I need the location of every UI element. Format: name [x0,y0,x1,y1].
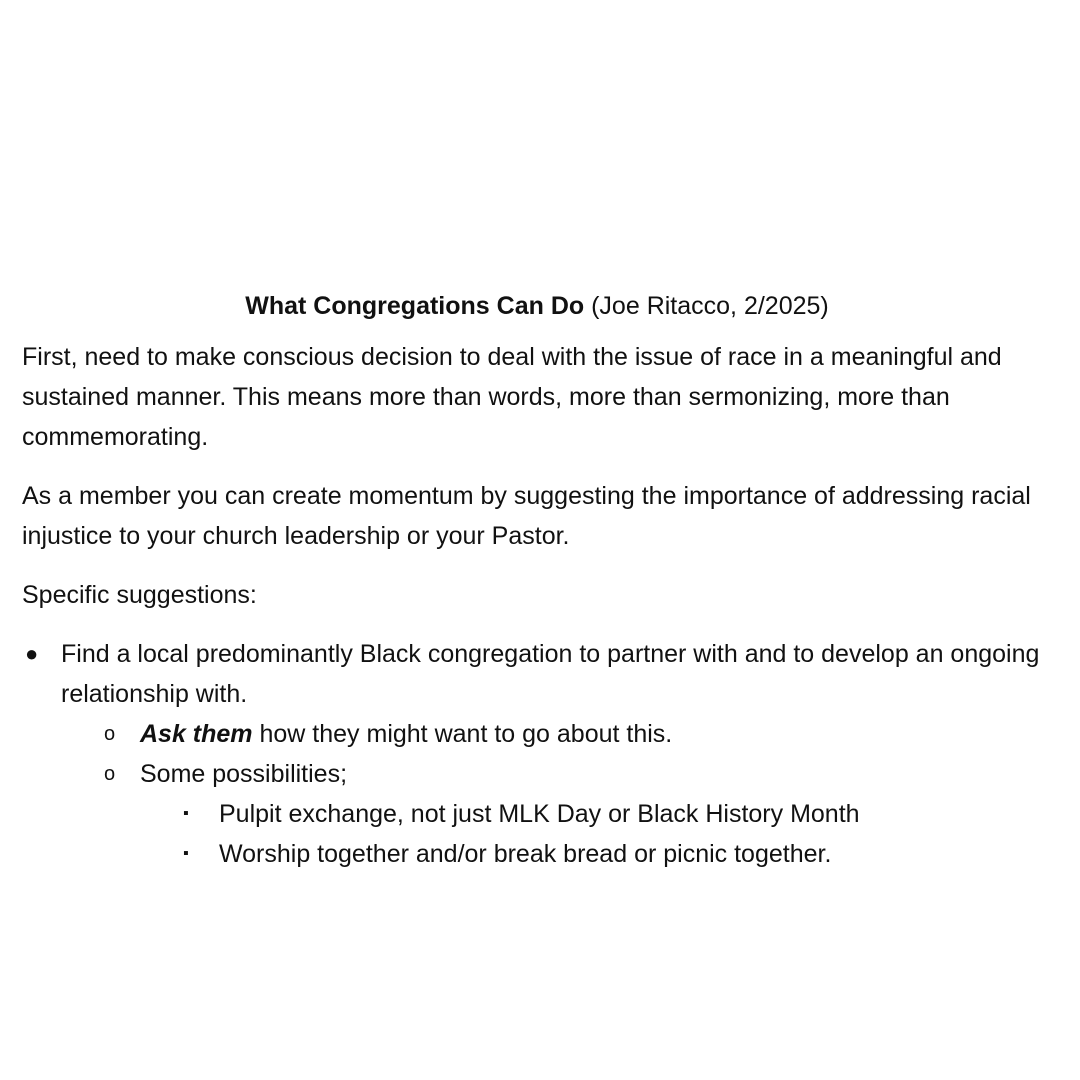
sub-sub-list-item [22,834,1062,874]
square-bullet-icon: ▪ [183,805,189,822]
document-title [22,284,1052,328]
paragraph-member: As a member you can create momentum by suggesting the importance of addressing racial injustice to your church leadership or your Pastor. [22,482,1031,550]
sub-list-item [22,754,1062,794]
sub-sub-list-item [22,794,1062,834]
square-bullet-icon: ▪ [183,845,189,862]
paragraph-intro: First, need to make conscious decision to deal with the issue of race in a meaningful and sustained manner. This means more than words, more than sermonizing, more than commemorating. [22,343,1002,451]
title-byline: (Joe Ritacco, 2/2025) [591,292,829,320]
emphasis-text: Ask them [140,720,253,748]
list-item-text: Find a local predominantly Black congregation to partner with and to develop an ongoing relationship with. [61,640,1040,708]
sub-list-item-text: how they might want to go about this. [252,720,673,748]
list-item [22,634,1062,714]
circle-bullet-icon: o [104,723,116,745]
bullet-icon: ● [25,641,39,666]
title-bold: What Congregations Can Do [245,292,585,320]
sub-sub-list-item-text: Worship together and/or break bread or picnic together. [219,840,832,868]
sub-sub-list-item-text: Pulpit exchange, not just MLK Day or Black History Month [219,800,860,828]
circle-bullet-icon: o [104,763,116,785]
paragraph-suggestions-heading: Specific suggestions: [22,581,257,609]
sub-list-item-text: Some possibilities; [140,760,348,788]
document-body [22,284,1062,874]
sub-list-item [22,714,1062,754]
